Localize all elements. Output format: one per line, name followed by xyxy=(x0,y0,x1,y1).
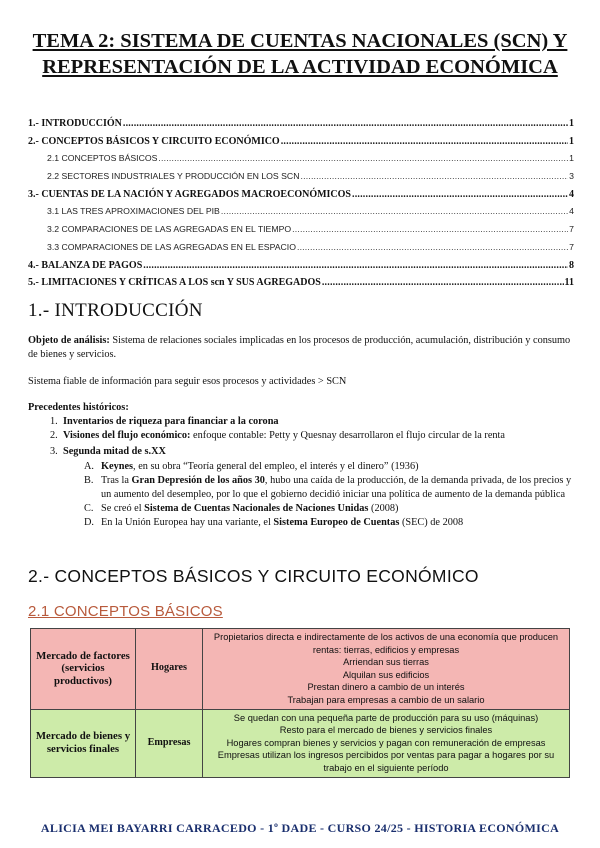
toc-leader xyxy=(352,189,568,200)
description-line: Resto para el mercado de bienes y servicios finales xyxy=(279,725,493,736)
list-item-bold: Inventarios de riqueza para financiar a la corona xyxy=(63,416,279,427)
toc-label: 5.- LIMITACIONES Y CRÍTICAS A LOS scn Y SUS AGREGADOS xyxy=(28,277,321,289)
sub-list-item: B. Tras la Gran Depresión de los años 30, hubo una caída de la producción, de la demanda privada, de los precios y un aumento del desempleo, por lo que el gobierno decidió iniciar una política de aumento de la demanda pública xyxy=(84,474,572,501)
toc-entry[interactable] xyxy=(28,242,574,260)
toc-label: 3.1 LAS TRES APROXIMACIONES DEL PIB xyxy=(47,206,220,217)
list-item xyxy=(28,429,572,443)
list-item-bold: Keynes xyxy=(101,460,134,472)
toc-label: 3.2 COMPARACIONES DE LAS AGREGADAS EN EL TIEMPO xyxy=(47,224,292,235)
list-number: 2. xyxy=(50,430,58,442)
toc-label: 2.2 SECTORES INDUSTRIALES Y PRODUCCIÓN EN LOS SCN xyxy=(47,171,300,182)
toc-page: 1 xyxy=(569,118,574,129)
concepts-table xyxy=(30,628,570,778)
toc-leader xyxy=(158,153,568,163)
toc-page: 3 xyxy=(569,171,574,182)
toc-page: 8 xyxy=(569,259,574,271)
toc-entry[interactable] xyxy=(28,153,574,171)
document-title: TEMA 2: SISTEMA DE CUENTAS NACIONALES (SCN) Y REPRESENTACIÓN DE LA ACTIVIDAD ECONÓMICA xyxy=(32,30,568,78)
toc-entry[interactable] xyxy=(28,277,574,295)
sub-list-item: D. En la Unión Europea hay una variante, el Sistema Europeo de Cuentas (SEC) de 2008 xyxy=(28,516,572,530)
agent-cell: Hogares xyxy=(136,629,203,710)
toc-entry[interactable] xyxy=(28,118,574,136)
list-item xyxy=(28,445,572,459)
toc-leader xyxy=(292,224,568,234)
toc-label: 2.1 CONCEPTOS BÁSICOS xyxy=(47,153,158,164)
toc-leader xyxy=(297,242,568,252)
toc-entry[interactable] xyxy=(28,189,574,207)
description-line: Hogares compran bienes y servicios y pagan con remuneración de empresas xyxy=(226,737,546,748)
list-item-text: , hubo una caída de la producción, de la demanda privada, de los precios y un aumento del desempleo, por lo que el gobierno decidió iniciar una política de aumento de la demanda pública xyxy=(101,474,572,501)
precedentes-list xyxy=(28,415,572,531)
toc-entry[interactable] xyxy=(28,171,574,189)
toc-label: 1.- INTRODUCCIÓN xyxy=(28,118,122,129)
objeto-paragraph xyxy=(28,334,572,362)
toc-page: 4 xyxy=(569,188,574,200)
toc-leader xyxy=(281,136,568,147)
objeto-label: Objeto de análisis: xyxy=(28,335,110,346)
list-letter: A. xyxy=(84,460,95,472)
table-of-contents xyxy=(28,118,574,295)
objeto-text: Sistema de relaciones sociales implicadas en los procesos de producción, acumulación, distribución y consumo de bienes y servicios. xyxy=(28,335,571,361)
toc-page: 7 xyxy=(569,241,574,252)
list-item-bold: Sistema de Cuentas Nacionales de Naciones Unidas xyxy=(144,503,369,515)
table-row xyxy=(31,629,570,710)
toc-label: 2.- CONCEPTOS BÁSICOS Y CIRCUITO ECONÓMICO xyxy=(28,135,280,147)
description-line: Trabajan para empresas a cambio de un salario xyxy=(287,694,485,705)
sub-list-item: C. Se creó el Sistema de Cuentas Nacionales de Naciones Unidas (2008) xyxy=(28,502,572,516)
list-item-text: (SEC) de 2008 xyxy=(399,517,464,529)
list-letter: B. xyxy=(84,474,94,486)
toc-leader xyxy=(143,260,568,271)
description-line: Prestan dinero a cambio de un interés xyxy=(307,682,465,693)
list-item-bold: Visiones del flujo económico: xyxy=(63,430,191,442)
toc-label: 3.- CUENTAS DE LA NACIÓN Y AGREGADOS MACROECONÓMICOS xyxy=(28,188,351,200)
page-footer: ALICIA MEI BAYARRI CARRACEDO - 1º DADE - CURSO 24/25 - HISTORIA ECONÓMICA xyxy=(40,821,560,835)
toc-page: 11 xyxy=(564,277,574,289)
list-item-text: enfoque contable: Petty y Quesnay desarrollaron el flujo circular de la renta xyxy=(190,430,505,442)
toc-page: 7 xyxy=(569,224,574,235)
toc-page: 1 xyxy=(569,153,574,164)
toc-entry[interactable] xyxy=(28,260,574,278)
section-heading-conceptos: 2.- CONCEPTOS BÁSICOS Y CIRCUITO ECONÓMICO xyxy=(28,566,479,586)
toc-leader xyxy=(221,206,568,216)
sistema-paragraph: Sistema fiable de información para seguir esos procesos y actividades > SCN xyxy=(28,376,347,387)
description-line: Alquilan sus edificios xyxy=(342,669,430,680)
market-cell: Mercado de bienes y servicios finales xyxy=(31,709,136,777)
toc-label: 3.3 COMPARACIONES DE LAS AGREGADAS EN EL ESPACIO xyxy=(47,241,296,252)
list-item-bold: Gran Depresión de los años 30 xyxy=(131,474,265,486)
description-line: Empresas utilizan los ingresos percibidos por ventas para pagar a hogares por su trabajo en el siguiente período xyxy=(217,750,555,773)
toc-entry[interactable] xyxy=(28,224,574,242)
toc-page: 4 xyxy=(569,206,574,217)
description-cell xyxy=(203,629,570,710)
subsection-heading: 2.1 CONCEPTOS BÁSICOS xyxy=(28,603,223,620)
description-line: Propietarios directa e indirectamente de los activos de una economía que producen rentas: tierras, edificios y empresas xyxy=(213,632,559,655)
list-item-text: , en su obra “Teoría general del empleo, el interés y el dinero” (1936) xyxy=(133,460,419,472)
toc-leader xyxy=(322,277,564,288)
table-row xyxy=(31,709,570,777)
list-item-text: (2008) xyxy=(368,503,399,515)
toc-page: 1 xyxy=(569,135,574,147)
toc-entry[interactable] xyxy=(28,136,574,154)
market-cell: Mercado de factores (servicios productivos) xyxy=(31,629,136,710)
list-number: 1. xyxy=(50,416,58,427)
list-item-bold: Segunda mitad de s.XX xyxy=(63,446,166,458)
sub-list-item xyxy=(28,460,572,474)
list-item xyxy=(28,415,572,429)
section-heading-introduccion: 1.- INTRODUCCIÓN xyxy=(28,300,203,321)
agent-cell: Empresas xyxy=(136,709,203,777)
description-cell xyxy=(203,709,570,777)
description-line: Arriendan sus tierras xyxy=(343,657,429,668)
toc-label: 4.- BALANZA DE PAGOS xyxy=(28,259,143,271)
toc-leader xyxy=(123,118,568,129)
list-letter: D. xyxy=(84,517,95,529)
toc-entry[interactable] xyxy=(28,206,574,224)
list-number: 3. xyxy=(50,446,58,458)
toc-leader xyxy=(300,171,568,181)
precedentes-label: Precedentes históricos: xyxy=(28,402,129,413)
list-letter: C. xyxy=(84,503,94,515)
description-line: Se quedan con una pequeña parte de producción para su uso (máquinas) xyxy=(233,712,539,723)
list-item-bold: Sistema Europeo de Cuentas xyxy=(273,517,400,529)
